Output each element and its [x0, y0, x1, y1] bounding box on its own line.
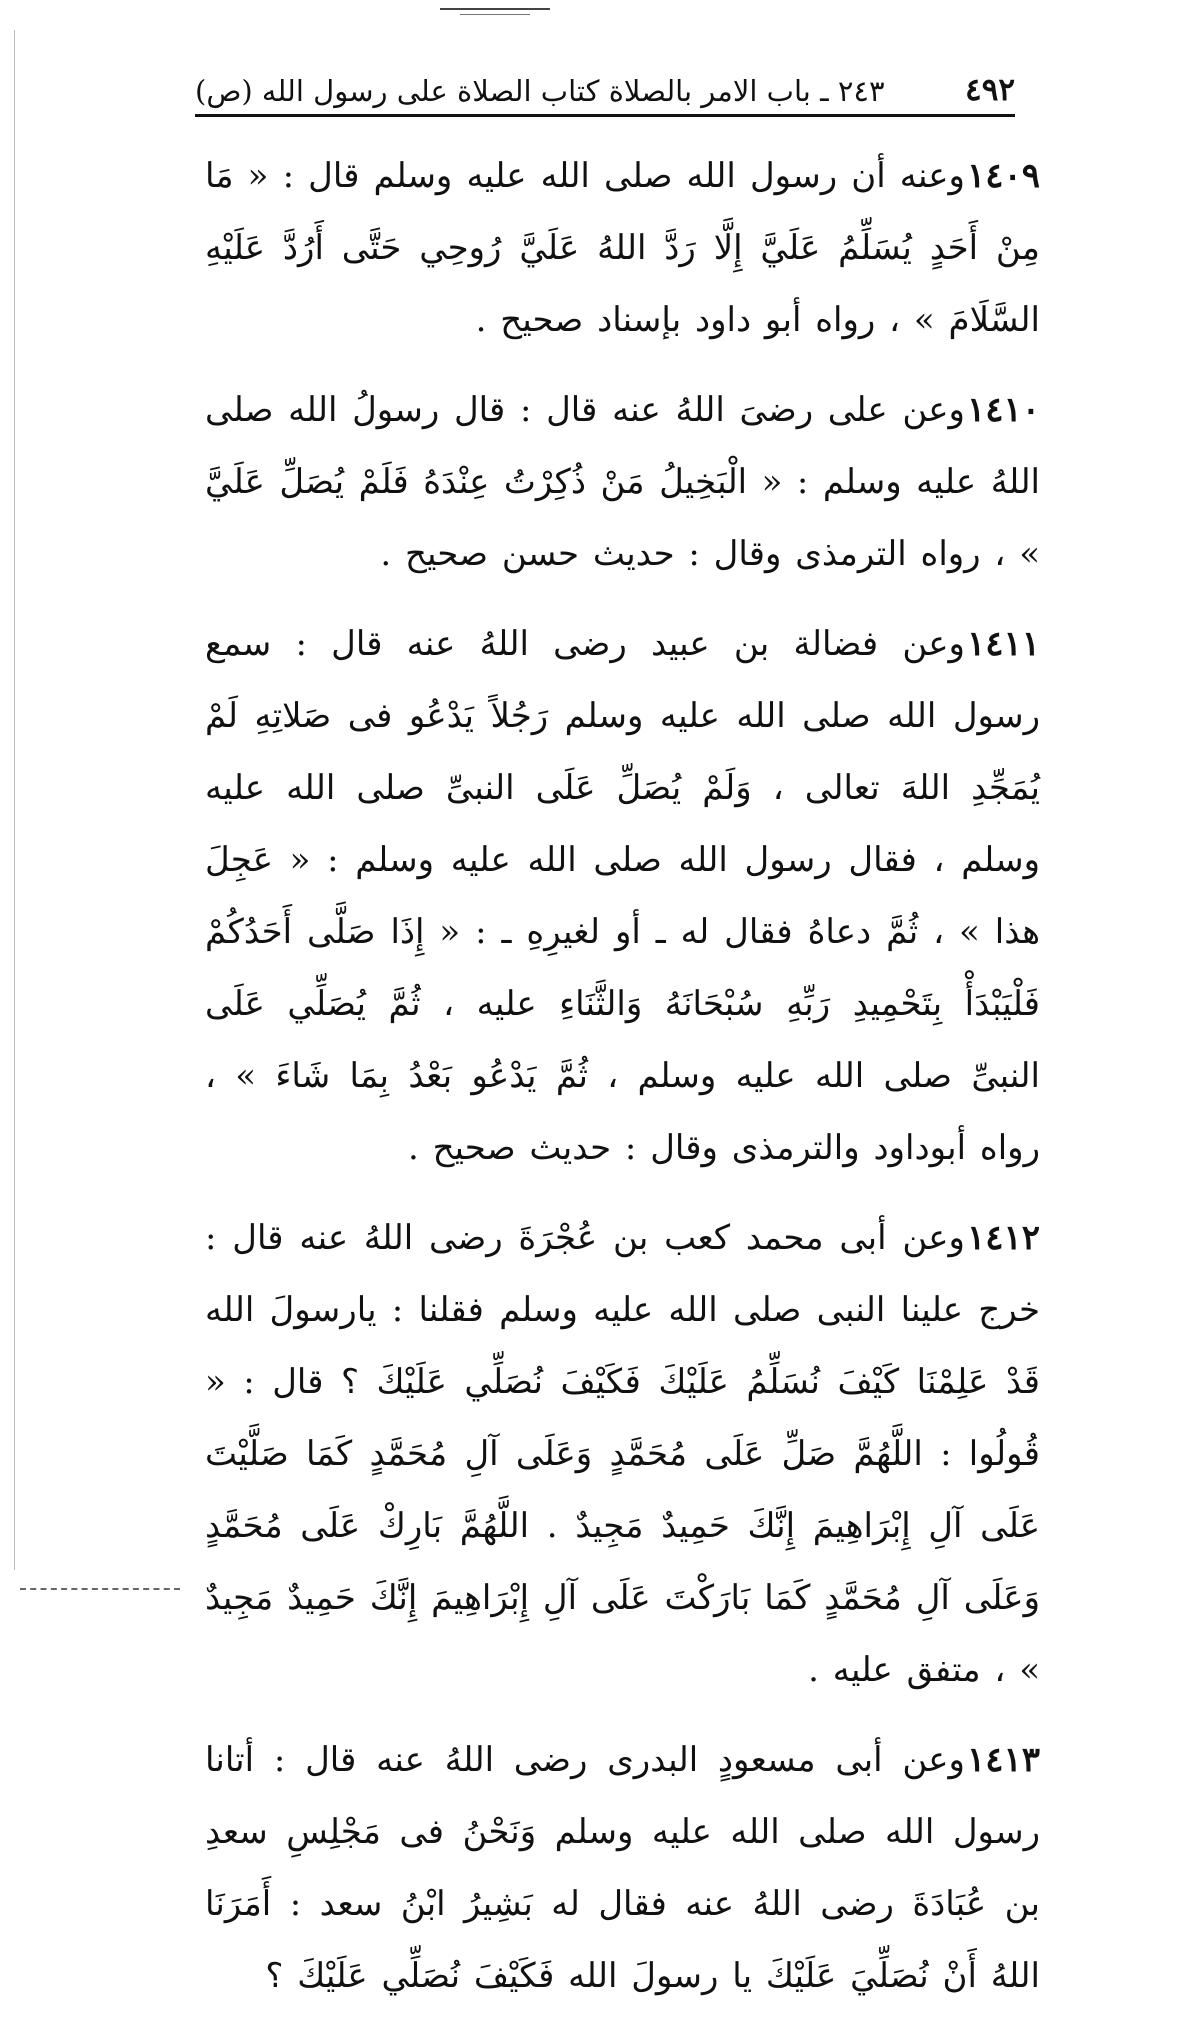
- hadith-number: ١٤١٠: [966, 390, 1040, 430]
- running-head: [195, 64, 1015, 117]
- hadith-paragraph-1412: [205, 1202, 1040, 1706]
- scan-edge-mark-bottom: [20, 1588, 180, 1590]
- text-body: [205, 140, 1040, 2030]
- hadith-number: ١٤١٣: [966, 1740, 1040, 1780]
- hadith-paragraph-1413: [205, 1724, 1040, 2012]
- hadith-text: وعن على رضىَ اللهُ عنه قال : قال رسولُ الله صلى اللهُ عليه وسلم : « الْبَخِيلُ مَنْ ذُكِرْتُ عِنْدَهُ فَلَمْ يُصَلِّ عَلَيَّ » ، رواه الترمذى وقال : حديث حسن صحيح .: [205, 390, 1040, 574]
- page-number: ٤٩٢: [965, 72, 1015, 108]
- scan-edge-mark-top: [440, 8, 550, 10]
- hadith-paragraph-1409: [205, 140, 1040, 356]
- hadith-number: ١٤٠٩: [966, 156, 1040, 196]
- scan-edge-mark-left: [14, 30, 15, 1570]
- hadith-number: ١٤١٢: [966, 1218, 1040, 1258]
- scan-edge-mark-top-secondary: [460, 14, 530, 15]
- hadith-paragraph-1410: [205, 374, 1040, 590]
- hadith-text: وعنه أن رسول الله صلى الله عليه وسلم قال : « مَا مِنْ أَحَدٍ يُسَلِّمُ عَلَيَّ إِلَّا رَدَّ اللهُ عَلَيَّ رُوحِي حَتَّى أَرُدَّ عَلَيْهِ السَّلَامَ » ، رواه أبو داود بإسناد صحيح .: [205, 156, 1040, 340]
- chapter-title: ٢٤٣ ـ باب الامر بالصلاة كتاب الصلاة على رسول الله (ص): [195, 74, 885, 108]
- hadith-text: وعن أبى مسعودٍ البدرى رضى اللهُ عنه قال : أتانا رسول الله صلى الله عليه وسلم وَنَحْنُ فى مَجْلِسِ سعدِ بن عُبَادَةَ رضى اللهُ عنه فقال له بَشِيرُ ابْنُ سعد : أَمَرَنَا اللهُ أَنْ نُصَلِّيَ عَلَيْكَ يا رسولَ الله فَكَيْفَ نُصَلِّي عَلَيْكَ ؟: [205, 1740, 1040, 1996]
- hadith-text: وعن أبى محمد كعب بن عُجْرَةَ رضى اللهُ عنه قال : خرج علينا النبى صلى الله عليه وسلم فقلنا : يارسولَ الله قَدْ عَلِمْنَا كَيْفَ نُسَلِّمُ عَلَيْكَ فَكَيْفَ نُصَلِّي عَلَيْكَ ؟ قال : « قُولُوا : اللَّهُمَّ صَلِّ عَلَى مُحَمَّدٍ وَعَلَى آلِ مُحَمَّدٍ كَمَا صَلَّيْتَ عَلَى آلِ إِبْرَاهِيمَ إِنَّكَ حَمِيدٌ مَجِيدٌ . اللَّهُمَّ بَارِكْ عَلَى مُحَمَّدٍ وَعَلَى آلِ مُحَمَّدٍ كَمَا بَارَكْتَ عَلَى آلِ إِبْرَاهِيمَ إِنَّكَ حَمِيدٌ مَجِيدٌ » ، متفق عليه .: [205, 1218, 1040, 1690]
- hadith-number: ١٤١١: [966, 624, 1040, 664]
- hadith-text: وعن فضالة بن عبيد رضى اللهُ عنه قال : سمع رسول الله صلى الله عليه وسلم رَجُلاً يَدْعُو فى صَلاتِهِ لَمْ يُمَجِّدِ اللهَ تعالى ، وَلَمْ يُصَلِّ عَلَى النبىِّ صلى الله عليه وسلم ، فقال رسول الله صلى الله عليه وسلم : « عَجِلَ هذا » ، ثُمَّ دعاهُ فقال له ـ أو لغيرِهِ ـ : « إِذَا صَلَّى أَحَدُكُمْ فَلْيَبْدَأْ بِتَحْمِيدِ رَبِّهِ سُبْحَانَهُ وَالثَّنَاءِ عليه ، ثُمَّ يُصَلِّي عَلَى النبىِّ صلى الله عليه وسلم ، ثُمَّ يَدْعُو بَعْدُ بِمَا شَاءَ » ، رواه أبوداود والترمذى وقال : حديث صحيح .: [205, 624, 1040, 1168]
- hadith-paragraph-1411: [205, 608, 1040, 1184]
